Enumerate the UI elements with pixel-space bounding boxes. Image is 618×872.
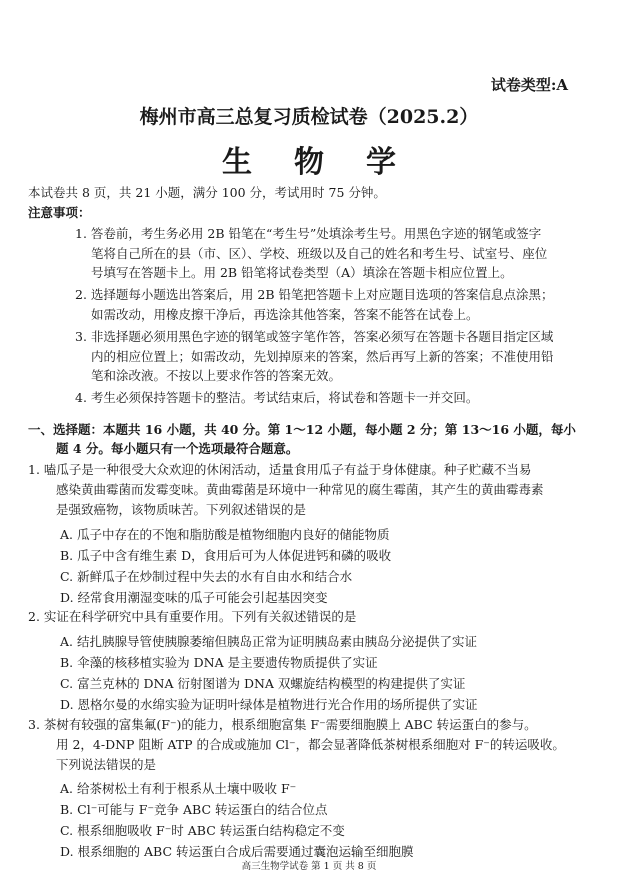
note-3-line-1: 3. 非选择题必须用黑色字迹的钢笔或签字笔作答，答案必须写在答题卡各题目指定区域	[75, 329, 554, 344]
question-3-stem-line-3: 下列说法错误的是	[56, 757, 157, 772]
paper-type-label: 试卷类型:A	[490, 76, 568, 94]
question-1-option-c: C. 新鲜瓜子在炒制过程中失去的水有自由水和结合水	[60, 569, 353, 584]
page-footer: 高三生物学试卷 第 1 页 共 8 页	[241, 861, 377, 872]
intro-text: 本试卷共 8 页，共 21 小题，满分 100 分，考试用时 75 分钟。	[28, 185, 386, 200]
note-3-line-2: 内的相应位置上；如需改动，先划掉原来的答案，然后再写上新的答案；不准使用铅	[91, 349, 554, 364]
question-2-option-c: C. 富兰克林的 DNA 衍射图谱为 DNA 双螺旋结构模型的构建提供了实证	[60, 676, 466, 691]
question-3-option-b: B. Cl⁻可能与 F⁻竞争 ABC 转运蛋白的结合位点	[60, 802, 328, 817]
question-3-option-d: D. 根系细胞的 ABC 转运蛋白合成后需要通过囊泡运输至细胞膜	[60, 844, 414, 859]
note-2-line-1: 2. 选择题每小题选出答案后，用 2B 铅笔把答题卡上对应题目选项的答案信息点涂黑；	[75, 287, 554, 302]
question-3-stem-line-1: 3. 茶树有较强的富集氟(F⁻)的能力，根系细胞富集 F⁻需要细胞膜上 ABC 转运蛋白的参与。	[28, 717, 537, 732]
note-2-line-2: 如需改动，用橡皮擦干净后，再选涂其他答案，答案不能答在试卷上。	[91, 307, 479, 322]
question-2-stem-line-1: 2. 实证在科学研究中具有重要作用。下列有关叙述错误的是	[28, 609, 357, 624]
question-1-option-a: A. 瓜子中存在的不饱和脂肪酸是植物细胞内良好的储能物质	[60, 527, 390, 542]
notes-heading: 注意事项：	[28, 205, 91, 220]
note-1-line-1: 1. 答卷前，考生务必用 2B 铅笔在“考生号”处填涂考生号。用黑色字迹的钢笔或签字	[75, 226, 542, 241]
question-3-stem-line-2: 用 2，4-DNP 阻断 ATP 的合成或施加 Cl⁻，都会显著降低茶树根系细胞对 F⁻的转运吸收。	[56, 737, 565, 752]
note-3-line-3: 笔和涂改液。不按以上要求作答的答案无效。	[91, 368, 342, 383]
question-2-option-d: D. 恩格尔曼的水绵实验为证明叶绿体是植物进行光合作用的场所提供了实证	[60, 697, 478, 712]
note-1-line-2: 笔将自己所在的县（市、区）、学校、班级以及自己的姓名和考生号、试室号、座位	[91, 246, 548, 261]
section-heading-line-1: 一、选择题：本题共 16 小题，共 40 分。第 1～12 小题，每小题 2 分；第 13～16 小题，每小	[28, 422, 576, 437]
question-2-option-b: B. 伞藻的核移植实验为 DNA 是主要遗传物质提供了实证	[60, 655, 378, 670]
question-2-option-a: A. 结扎胰腺导管使胰腺萎缩但胰岛正常为证明胰岛素由胰岛分泌提供了实证	[60, 634, 477, 649]
note-1-line-3: 号填写在答题卡上。用 2B 铅笔将试卷类型（A）填涂在答题卡相应位置上。	[91, 265, 513, 280]
question-3-option-a: A. 给茶树松土有利于根系从土壤中吸收 F⁻	[60, 781, 297, 796]
question-1-stem-line-3: 是强致癌物，该物质味苦。下列叙述错误的是	[56, 502, 307, 517]
question-1-stem-line-1: 1. 嗑瓜子是一种很受大众欢迎的休闲活动，适量食用瓜子有益于身体健康。种子贮藏不当易	[28, 462, 532, 477]
question-1-stem-line-2: 感染黄曲霉菌而发霉变味。黄曲霉菌是环境中一种常见的腐生霉菌，其产生的黄曲霉毒素	[56, 482, 544, 497]
question-1-option-d: D. 经常食用潮湿变味的瓜子可能会引起基因突变	[60, 590, 328, 605]
question-3-option-c: C. 根系细胞吸收 F⁻时 ABC 转运蛋白结构稳定不变	[60, 823, 345, 838]
question-1-option-b: B. 瓜子中含有维生素 D，食用后可为人体促进钙和磷的吸收	[60, 548, 392, 563]
subject-title: 生物学	[222, 145, 438, 180]
note-4-line-1: 4. 考生必须保持答题卡的整洁。考试结束后，将试卷和答题卡一并交回。	[75, 390, 479, 405]
section-heading-line-2: 题 4 分。每小题只有一个选项最符合题意。	[56, 441, 299, 456]
exam-title: 梅州市高三总复习质检试卷（2025.2）	[139, 106, 479, 128]
